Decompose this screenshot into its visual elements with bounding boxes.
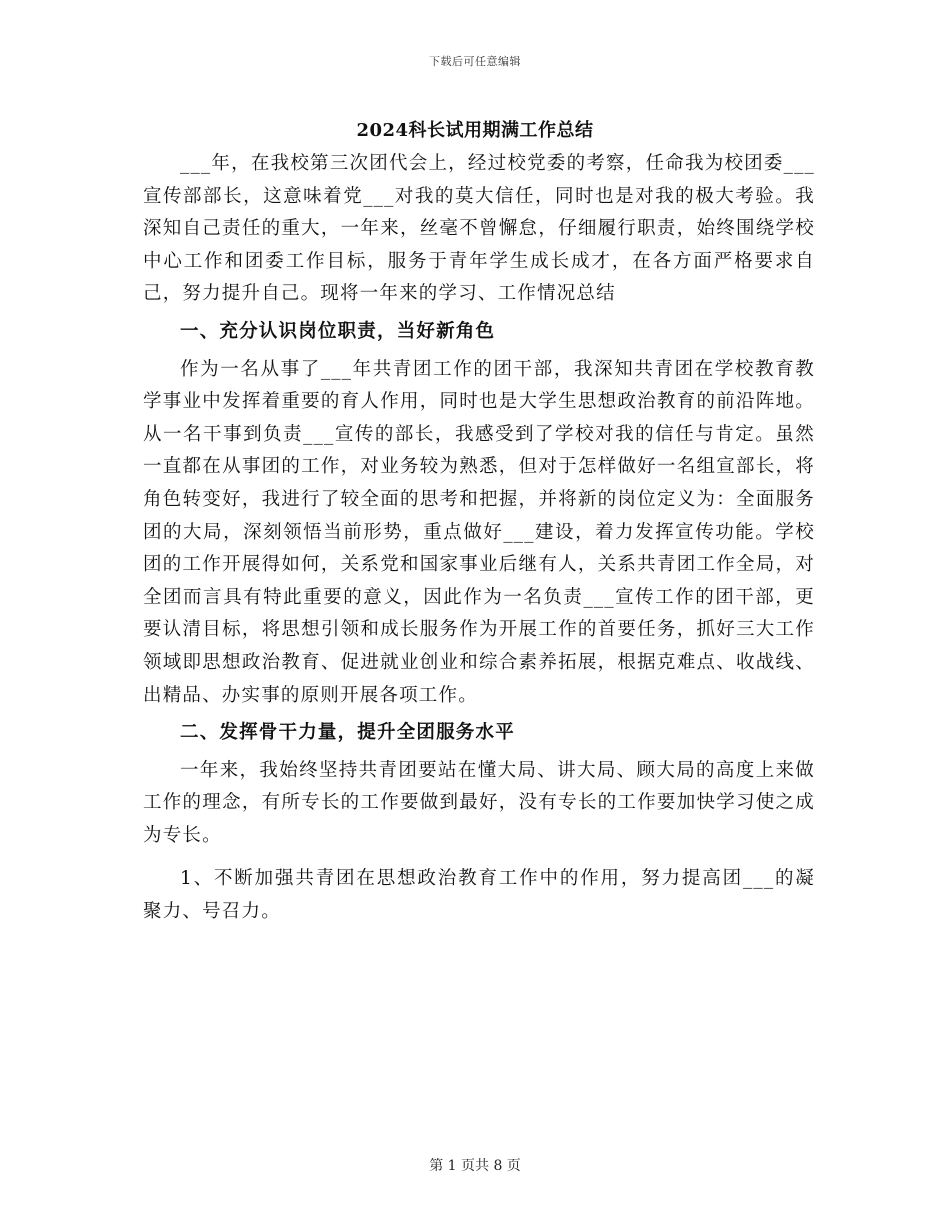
document-title: 2024科长试用期满工作总结 bbox=[356, 120, 594, 141]
document-body bbox=[143, 148, 815, 929]
section-heading-2: 二、发挥骨干力量，提升全团服务水平 bbox=[180, 722, 515, 744]
paragraph-section-1: 作为一名从事了___年共青团工作的团干部，我深知共青团在学校教育教学事业中发挥着重要的育人作用，同时也是大学生思想政治教育的前沿阵地。从一名干事到负责___宣传的部长，我感受到了学校对我的信任与肯定。虽然一直都在从事团的工作，对业务较为熟悉，但对于怎样做好一名组宣部长，将角色转变好，我进行了较全面的思考和把握，并将新的岗位定义为：全面服务团的大局，深刻领悟当前形势，重点做好___建设，着力发挥宣传功能。学校团的工作开展得如何，关系党和国家事业后继有人，关系共青团工作全局，对全团而言具有特此重要的意义，因此作为一名负责___宣传工作的团干部，更要认清目标，将思想引领和成长服务作为开展工作的首要任务，抓好三大工作领域即思想政治教育、促进就业创业和综合素养拓展，根据克难点、收战线、出精品、办实事的原则开展各项工作。 bbox=[143, 358, 815, 706]
section-heading-1: 一、充分认识岗位职责，当好新角色 bbox=[180, 320, 496, 342]
paragraph-section-2: 一年来，我始终坚持共青团要站在懂大局、讲大局、顾大局的高度上来做工作的理念，有所专长的工作要做到最好，没有专长的工作要加快学习使之成为专长。 bbox=[143, 759, 815, 846]
page-number: 第 1 页共 8 页 bbox=[429, 1158, 521, 1174]
paragraph-intro: ___年，在我校第三次团代会上，经过校党委的考察，任命我为校团委___宣传部部长，这意味着党___对我的莫大信任，同时也是对我的极大考验。我深知自己责任的重大，一年来，丝毫不曾懈怠，仔细履行职责，始终围绕学校中心工作和团委工作目标，服务于青年学生成长成才，在各方面严格要求自己，努力提升自己。现将一年来的学习、工作情况总结 bbox=[143, 153, 815, 305]
paragraph-item-1: 1、不断加强共青团在思想政治教育工作中的作用，努力提高团___的凝聚力、号召力。 bbox=[143, 868, 815, 923]
header-note: 下载后可任意编辑 bbox=[429, 55, 521, 68]
